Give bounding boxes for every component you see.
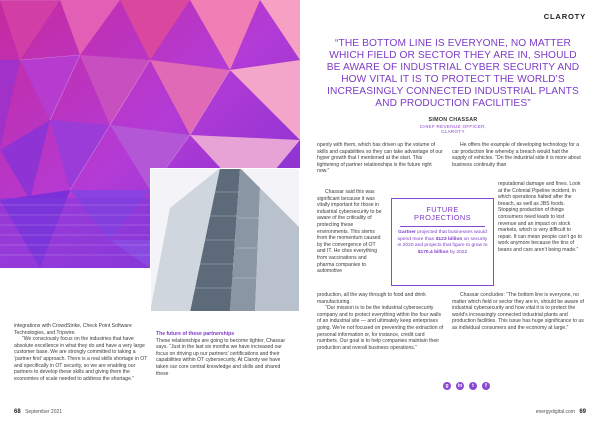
quote-attribution-name: SIMON CHASSAR xyxy=(428,117,478,123)
column-1 xyxy=(14,323,149,382)
col4-paragraph-2: Chassar concludes: “The bottom line is everyone, no matter which field or sector they are in, should be aware of industrial cybersecurity and how vital it is to protect the world’s increasingly connected industrial plants and production facilities. This issue has huge significance to us as individual consumers and the economy at large.” xyxy=(452,292,584,331)
twitter-icon[interactable]: t xyxy=(469,382,477,390)
skyscraper-image xyxy=(150,168,300,312)
box-text-c: by 2022 xyxy=(448,249,468,255)
box-amount-2: $170.4 billion xyxy=(417,249,449,255)
column-4 xyxy=(452,142,584,168)
box-text-b: on security in 2020 and projects that figure to grow to xyxy=(397,236,488,249)
brand-name: CLAROTY xyxy=(543,12,586,21)
col4-paragraph-1: He offers the example of developing technology for a car production line whereby a breach would halt the supply of vehicles. “On the industrial side it is more about business continuity than xyxy=(452,142,581,168)
column-4-narrow xyxy=(498,181,584,254)
col1-paragraph-1: integrations with CrowdStrike, Check Point Software Technologies, and Tripwire. xyxy=(14,323,132,336)
column-3-wide xyxy=(317,292,445,351)
column-3 xyxy=(317,142,445,175)
box-title-line1: FUTURE xyxy=(426,205,459,214)
col2-paragraph-1: These relationships are going to become tighter, Chassar says. “Just in the last six months we have increased our focus on driving up our partners’ certifications and their capabilities within OT cybersecurity. At Claroty we have taken our core central knowledge and skills and shared these xyxy=(156,337,286,377)
attribution-title-line1: CHIEF REVENUE OFFICER, xyxy=(419,124,487,129)
box-text-a: projected that businesses would spend more than xyxy=(397,230,487,242)
site-url[interactable]: energydigital.com xyxy=(535,409,575,415)
linkedin-icon[interactable]: in xyxy=(457,383,463,389)
google-icon[interactable]: g xyxy=(443,382,451,390)
col3-paragraph-3: “Our mission is to be the industrial cybersecurity company and to protect everything within the four walls of an industrial site — and ultimately keep enterprises going. We’re not focused on preventing the extraction of personal information or, for instance, credit card numbers. Our goal is to help companies maintain their production and overall business operations.” xyxy=(317,305,444,351)
future-projections-box xyxy=(391,198,494,286)
pull-quote: “THE BOTTOM LINE IS EVERYONE, NO MATTER WHICH FIELD OR SECTOR THEY ARE IN, SHOULD BE AWARE OF INDUSTRIAL CYBER SECURITY AND HOW VITAL IT IS TO PROTECT THE WORLD’S INCREASINGLY CONNECTED INDUSTRIAL PLANTS AND PRODUCTION FACILITIES” xyxy=(326,38,580,109)
quote-attribution-title xyxy=(322,124,584,135)
col3-paragraph-2: Chassar said this was significant because it was vitally important for those in industrial cybersecurity to be aware of the criticality of protecting these environments. This stems from the momentum caused by the convergence of OT and IT. He cites everything from vaccinations and pharma companies to automotive xyxy=(317,189,382,275)
col4-paragraph-1-cont: reputational damage and fines. Look at the Colonial Pipeline incident, in which operations halted after the breach, as well as JBS foods. Stopping production of things consumers need leads to lost revenue and an impact on stock markets, which is very difficult to repair. It can mean people can’t go to work anymore because the tins of beans and cars aren’t being made.” xyxy=(498,181,582,253)
box-text xyxy=(397,230,488,256)
col3-paragraph-2-end: production, all the way through to food and drink manufacturing. xyxy=(317,292,426,305)
column-2 xyxy=(156,331,294,377)
column-3-narrow xyxy=(317,189,384,275)
section-heading: The future of these partnerships xyxy=(156,331,235,337)
box-divider xyxy=(400,226,485,227)
box-amount-1: $123 billion xyxy=(435,236,463,242)
col1-paragraph-2: “We consciously focus on the industries that have absolute excellence in what they do and have a very large customer base. We are strongly committed to taking a ‘partner first’ approach. There is a real skills shortage in OT and specifically in OT security, so we are enabling our partners to develop these skills and giving them the economies of scale needed to address the shortage.” xyxy=(14,336,148,382)
left-page-number: 68 xyxy=(14,409,21,415)
footer-right xyxy=(536,409,586,415)
issue-date: September 2021 xyxy=(25,409,63,415)
col3-paragraph-1: openly with them, which has driven up the volume of skills and capabilities so they can take advantage of our hyper growth that I mentioned at the start. This tightening of partner relationships is the future right now.” xyxy=(317,142,443,175)
box-title xyxy=(392,206,493,223)
facebook-icon[interactable]: f xyxy=(482,382,490,390)
footer-left xyxy=(14,409,62,415)
right-page-number: 69 xyxy=(579,409,586,415)
skyscraper-illustration xyxy=(150,168,300,312)
box-title-line2: PROJECTIONS xyxy=(414,213,471,223)
box-gartner: Gartner xyxy=(398,230,416,235)
attribution-title-line2: CLAROTY xyxy=(441,129,465,135)
column-4-wide xyxy=(452,292,584,332)
